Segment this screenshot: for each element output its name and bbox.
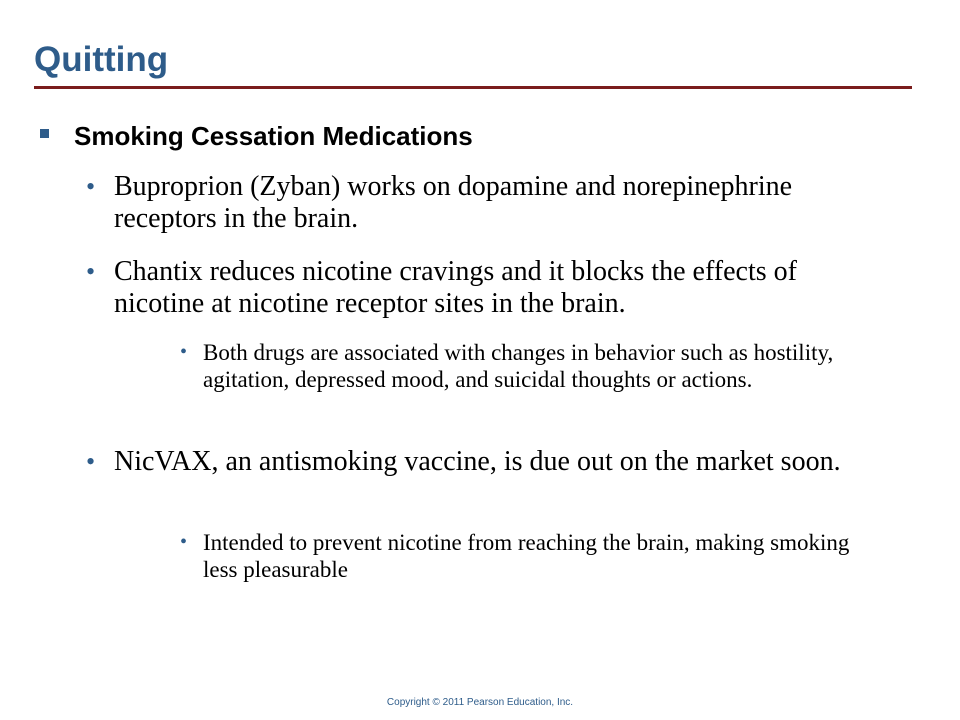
sub-list-item [180, 529, 880, 583]
round-bullet-icon: • [86, 172, 96, 201]
sub-list-item [180, 339, 880, 393]
round-bullet-icon: • [180, 531, 188, 553]
list-item [86, 256, 886, 320]
list-item [86, 171, 886, 235]
round-bullet-icon: • [86, 257, 96, 286]
list-item-text: Chantix reduces nicotine cravings and it blocks the effects of nicotine at nicotine receptor sites in the brain. [114, 256, 797, 319]
copyright-footer: Copyright © 2011 Pearson Education, Inc. [386, 697, 574, 708]
sub-list-item-text: Both drugs are associated with changes in behavior such as hostility, agitation, depressed mood, and suicidal thoughts or actions. [203, 340, 834, 392]
list-item-text: Buproprion (Zyban) works on dopamine and norepinephrine receptors in the brain. [114, 171, 793, 234]
list-item [86, 446, 886, 478]
heading-text: Smoking Cessation Medications [74, 121, 473, 151]
round-bullet-icon: • [180, 341, 188, 363]
sub-list-item-text: Intended to prevent nicotine from reaching the brain, making smoking less pleasurable [203, 530, 850, 582]
list-item-text: NicVAX, an antismoking vaccine, is due out on the market soon. [114, 446, 841, 477]
round-bullet-icon: • [86, 447, 96, 476]
heading-bullet [40, 116, 900, 156]
slide-title: Quitting [34, 40, 169, 79]
square-bullet-icon [40, 129, 49, 138]
title-underline [34, 86, 912, 89]
